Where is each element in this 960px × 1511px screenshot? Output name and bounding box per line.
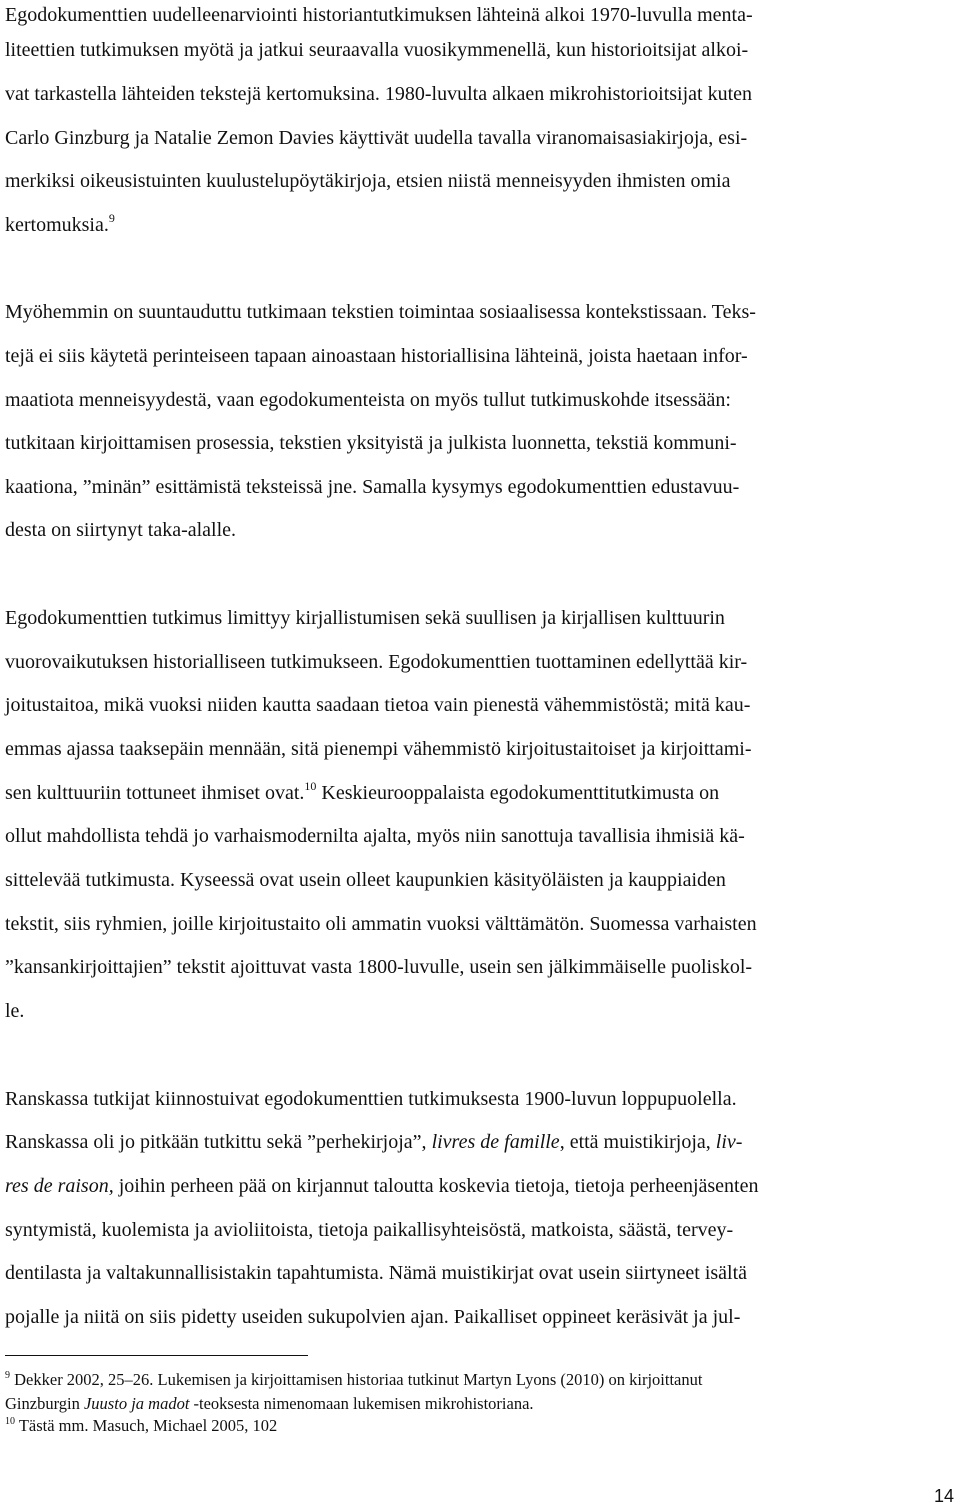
footnote-text: -teoksesta nimenomaan lukemisen mikrohistoriana.: [189, 1394, 534, 1413]
text-line: sittelevää tutkimusta. Kyseessä ovat usein olleet kaupunkien käsityöläisten ja kauppiaiden: [5, 869, 726, 891]
footnote-9-continued: [5, 1394, 534, 1414]
text-segment: joihin perheen pää on kirjannut taloutta koskevia tietoja, tietoja perheenjäsenten: [113, 1175, 759, 1197]
footnote-ref-10: 10: [304, 779, 317, 793]
text-line: vat tarkastella lähteiden tekstejä kertomuksina. 1980-luvulta alkaen mikrohistorioitsijat kuten: [5, 83, 753, 105]
footnote-text: Dekker 2002, 25–26. Lukemisen ja kirjoittamisen historiaa tutkinut Martyn Lyons (2010) on kirjoittanut: [14, 1370, 703, 1389]
text-line: liteettien tutkimuksen myötä ja jatkui seuraavalla vuosikymmenellä, kun historioitsijat alkoi-: [5, 39, 749, 61]
text-line: Egodokumenttien tutkimus limittyy kirjallistumisen sekä suullisen ja kirjallisen kulttuurin: [5, 607, 725, 629]
text-line: ”kansankirjoittajien” tekstit ajoittuvat vasta 1800-luvulle, usein sen jälkimmäiselle puoliskol-: [5, 956, 753, 978]
text-line: desta on siirtynyt taka-alalle.: [5, 519, 237, 541]
text-line: tejä ei siis käytetä perinteiseen tapaan ainoastaan historiallisina lähteinä, joista haetaan infor-: [5, 345, 748, 367]
text-line: joitustaitoa, mikä vuoksi niiden kautta saadaan tietoa vain pienestä vähemmistöstä; mitä kau-: [5, 694, 751, 716]
italic-term: res de raison,: [5, 1175, 114, 1197]
text-line: le.: [5, 1000, 25, 1022]
footnote-ref-9: 9: [108, 211, 115, 225]
text-line: [5, 1174, 758, 1198]
text-line: syntymistä, kuolemista ja avioliitoista, tietoja paikallisyhteisöstä, matkoista, säästä, tervey-: [5, 1219, 734, 1241]
footnote-text: Tästä mm. Masuch, Michael 2005, 102: [18, 1416, 278, 1435]
text-line: maatiota menneisyydestä, vaan egodokumenteista on myös tullut tutkimuskohde itsessään:: [5, 389, 731, 411]
footnote-10: [5, 1416, 277, 1436]
text-segment: Keskieurooppalaista egodokumenttitutkimusta on: [316, 782, 720, 804]
text-line: kaationa, ”minän” esittämistä teksteissä jne. Samalla kysymys egodokumenttien edustavuu-: [5, 476, 740, 498]
page-number: 14: [934, 1486, 955, 1506]
text-line: ollut mahdollista tehdä jo varhaismodernilta ajalta, myös niin sanottuja tavallisia ihmisiä kä-: [5, 825, 745, 847]
text-segment: kertomuksia.: [5, 214, 109, 236]
text-line: Carlo Ginzburg ja Natalie Zemon Davies käyttivät uudella tavalla viranomaisasiakirjoja, esi-: [5, 127, 748, 149]
italic-title: Juusto ja madot: [83, 1394, 190, 1413]
text-line: pojalle ja niitä on siis pidetty useiden sukupolvien ajan. Paikalliset oppineet keräsivät ja jul-: [5, 1306, 741, 1328]
text-line: Myöhemmin on suuntauduttu tutkimaan tekstien toimintaa sosiaalisessa kontekstissaan. Teks-: [5, 301, 756, 323]
text-line: [5, 781, 719, 805]
text-line: Egodokumenttien uudelleenarviointi historiantutkimuksen lähteinä alkoi 1970-luvulla menta-: [5, 4, 753, 26]
text-line: [5, 1130, 742, 1154]
italic-term: livres de famille: [431, 1131, 560, 1153]
footnote-divider: [5, 1355, 308, 1356]
italic-term: liv-: [715, 1131, 743, 1153]
text-line: emmas ajassa taaksepäin mennään, sitä pienempi vähemmistö kirjoitustaitoiset ja kirjoittami-: [5, 738, 752, 760]
text-line: dentilasta ja valtakunnallisistakin tapahtumista. Nämä muistikirjat ovat usein siirtyneet isältä: [5, 1262, 748, 1284]
footnote-9: [5, 1370, 702, 1390]
text-segment: , että muistikirjoja,: [559, 1131, 711, 1153]
text-line: tutkitaan kirjoittamisen prosessia, tekstien yksityistä ja julkista luonnetta, tekstiä kommuni-: [5, 432, 737, 454]
text-line: [5, 213, 115, 237]
text-line: Ranskassa tutkijat kiinnostuivat egodokumenttien tutkimuksesta 1900-luvun loppupuolella.: [5, 1088, 737, 1110]
footnote-text: Ginzburgin: [5, 1394, 84, 1413]
text-line: vuorovaikutuksen historialliseen tutkimukseen. Egodokumenttien tuottaminen edellyttää kir-: [5, 651, 748, 673]
text-line: merkiksi oikeusistuinten kuulustelupöytäkirjoja, etsien niistä menneisyyden ihmisten omia: [5, 170, 731, 192]
footnote-number: 10: [5, 1416, 15, 1427]
text-segment: sen kulttuuriin tottuneet ihmiset ovat.: [5, 782, 305, 804]
text-segment: Ranskassa oli jo pitkään tutkittu sekä ”perhekirjoja”,: [5, 1131, 427, 1153]
footnote-number: 9: [5, 1370, 10, 1381]
text-line: tekstit, siis ryhmien, joille kirjoitustaito oli ammatin vuoksi välttämätön. Suomessa varhaisten: [5, 913, 757, 935]
